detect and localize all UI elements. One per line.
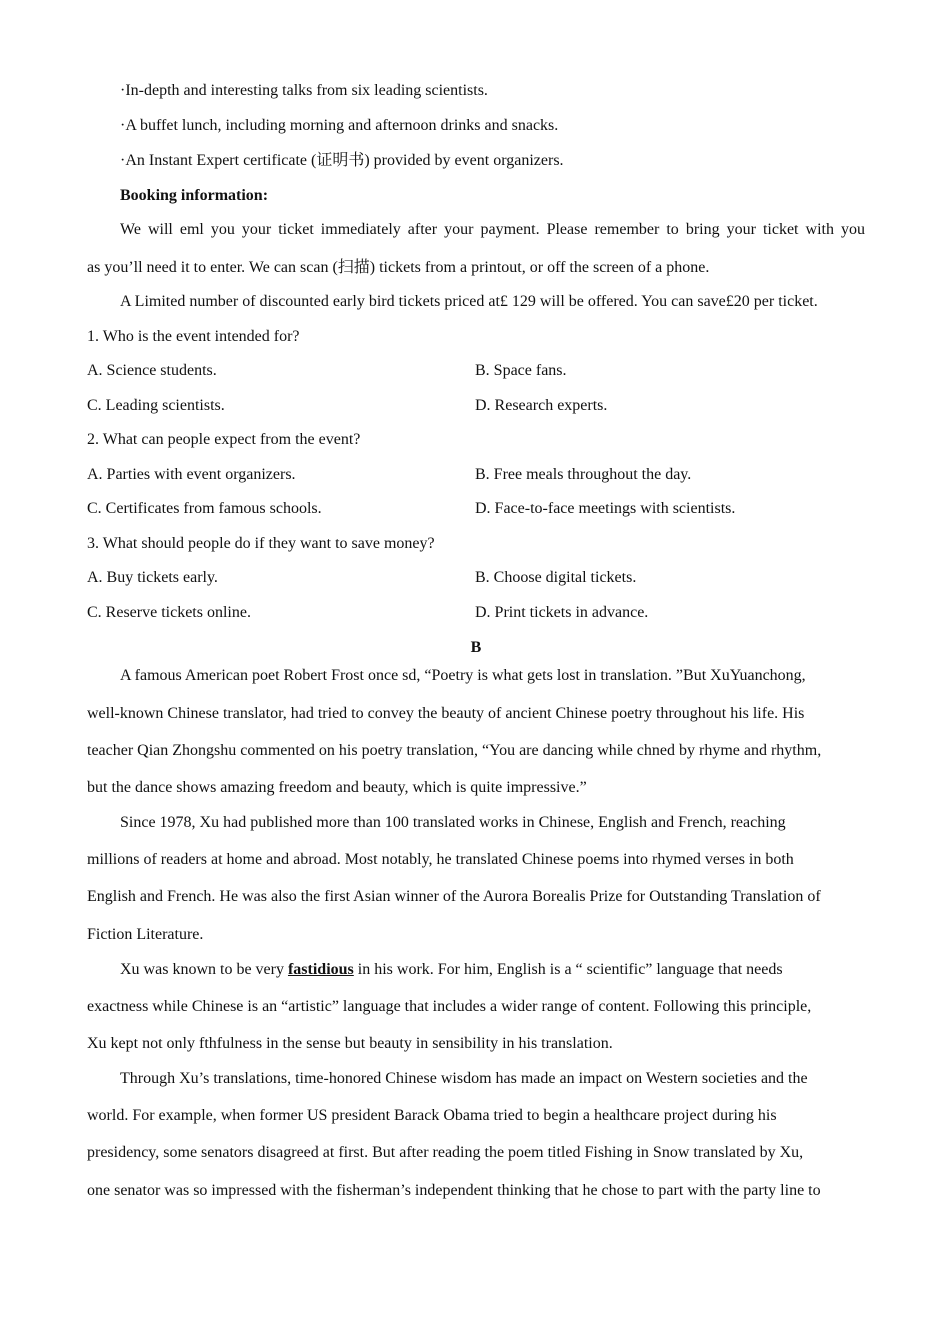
- section-b-heading: B: [470, 639, 482, 656]
- p2-line-4: Fiction Literature.: [87, 926, 204, 943]
- bullet-certificate: ·An Instant Expert certificate (证明书) provided by event organizers.: [120, 152, 564, 169]
- question-2-option-c: C. Certificates from famous schools.: [87, 500, 322, 517]
- p3-line-3: Xu kept not only fthfulness in the sense but beauty in sensibility in his translation.: [87, 1035, 613, 1052]
- question-3-stem: 3. What should people do if they want to save money?: [87, 535, 435, 552]
- booking-line-1: We will eml you your ticket immediately after your payment. Please remember to bring your ticket with you: [120, 221, 865, 238]
- question-2-option-b: B. Free meals throughout the day.: [475, 466, 692, 483]
- question-2-stem: 2. What can people expect from the event?: [87, 431, 361, 448]
- p1-line-3: teacher Qian Zhongshu commented on his poetry translation, “You are dancing while chned by rhyme and rhythm,: [87, 742, 822, 759]
- question-1-option-d: D. Research experts.: [475, 397, 608, 414]
- p4-line-3: presidency, some senators disagreed at first. But after reading the poem titled Fishing in Snow translated by Xu,: [87, 1144, 804, 1161]
- question-2-option-d: D. Face-to-face meetings with scientists.: [475, 500, 736, 517]
- p4-line-2: world. For example, when former US president Barack Obama tried to begin a healthcare project during his: [87, 1107, 777, 1124]
- p3-text-after: in his work. For him, English is a “ scientific” language that needs: [353, 961, 783, 978]
- p1-line-4: but the dance shows amazing freedom and beauty, which is quite impressive.”: [87, 779, 587, 796]
- question-2-option-a: A. Parties with event organizers.: [87, 466, 296, 483]
- question-3-option-c: C. Reserve tickets online.: [87, 604, 251, 621]
- p2-line-2: millions of readers at home and abroad. Most notably, he translated Chinese poems into rhymed verses in both: [87, 851, 794, 868]
- booking-line-2: as you’ll need it to enter. We can scan (扫描) tickets from a printout, or off the screen of a phone.: [87, 259, 710, 276]
- p1-line-2: well-known Chinese translator, had tried to convey the beauty of ancient Chinese poetry throughout his life. His: [87, 705, 805, 722]
- bullet-talks: ·In-depth and interesting talks from six leading scientists.: [120, 82, 488, 99]
- p4-line-1: Through Xu’s translations, time-honored Chinese wisdom has made an impact on Western societies and the: [120, 1070, 808, 1087]
- p2-line-1: Since 1978, Xu had published more than 100 translated works in Chinese, English and French, reaching: [120, 814, 786, 831]
- p4-line-4: one senator was so impressed with the fisherman’s independent thinking that he chose to part with the party line to: [87, 1182, 821, 1199]
- question-1-stem: 1. Who is the event intended for?: [87, 328, 300, 345]
- p3-text-before: Xu was known to be very: [120, 961, 288, 978]
- p3-line-2: exactness while Chinese is an “artistic” language that includes a wider range of content. Following this principle,: [87, 998, 812, 1015]
- bullet-lunch: ·A buffet lunch, including morning and afternoon drinks and snacks.: [120, 117, 559, 134]
- p2-line-3: English and French. He was also the first Asian winner of the Aurora Borealis Prize for Outstanding Translation of: [87, 888, 821, 905]
- question-1-option-b: B. Space fans.: [475, 362, 567, 379]
- question-1-option-c: C. Leading scientists.: [87, 397, 225, 414]
- question-3-option-d: D. Print tickets in advance.: [475, 604, 649, 621]
- p3-line-1: [120, 960, 783, 980]
- p1-line-1: A famous American poet Robert Frost once sd, “Poetry is what gets lost in translation. ”But XuYuanchong,: [120, 667, 806, 684]
- question-3-option-b: B. Choose digital tickets.: [475, 569, 637, 586]
- question-3-option-a: A. Buy tickets early.: [87, 569, 218, 586]
- booking-heading: Booking information:: [120, 187, 269, 204]
- booking-line-3: A Limited number of discounted early bird tickets priced at£ 129 will be offered. You can save£20 per ticket.: [120, 293, 818, 310]
- keyword-fastidious: fastidious: [287, 961, 354, 978]
- question-1-option-a: A. Science students.: [87, 362, 217, 379]
